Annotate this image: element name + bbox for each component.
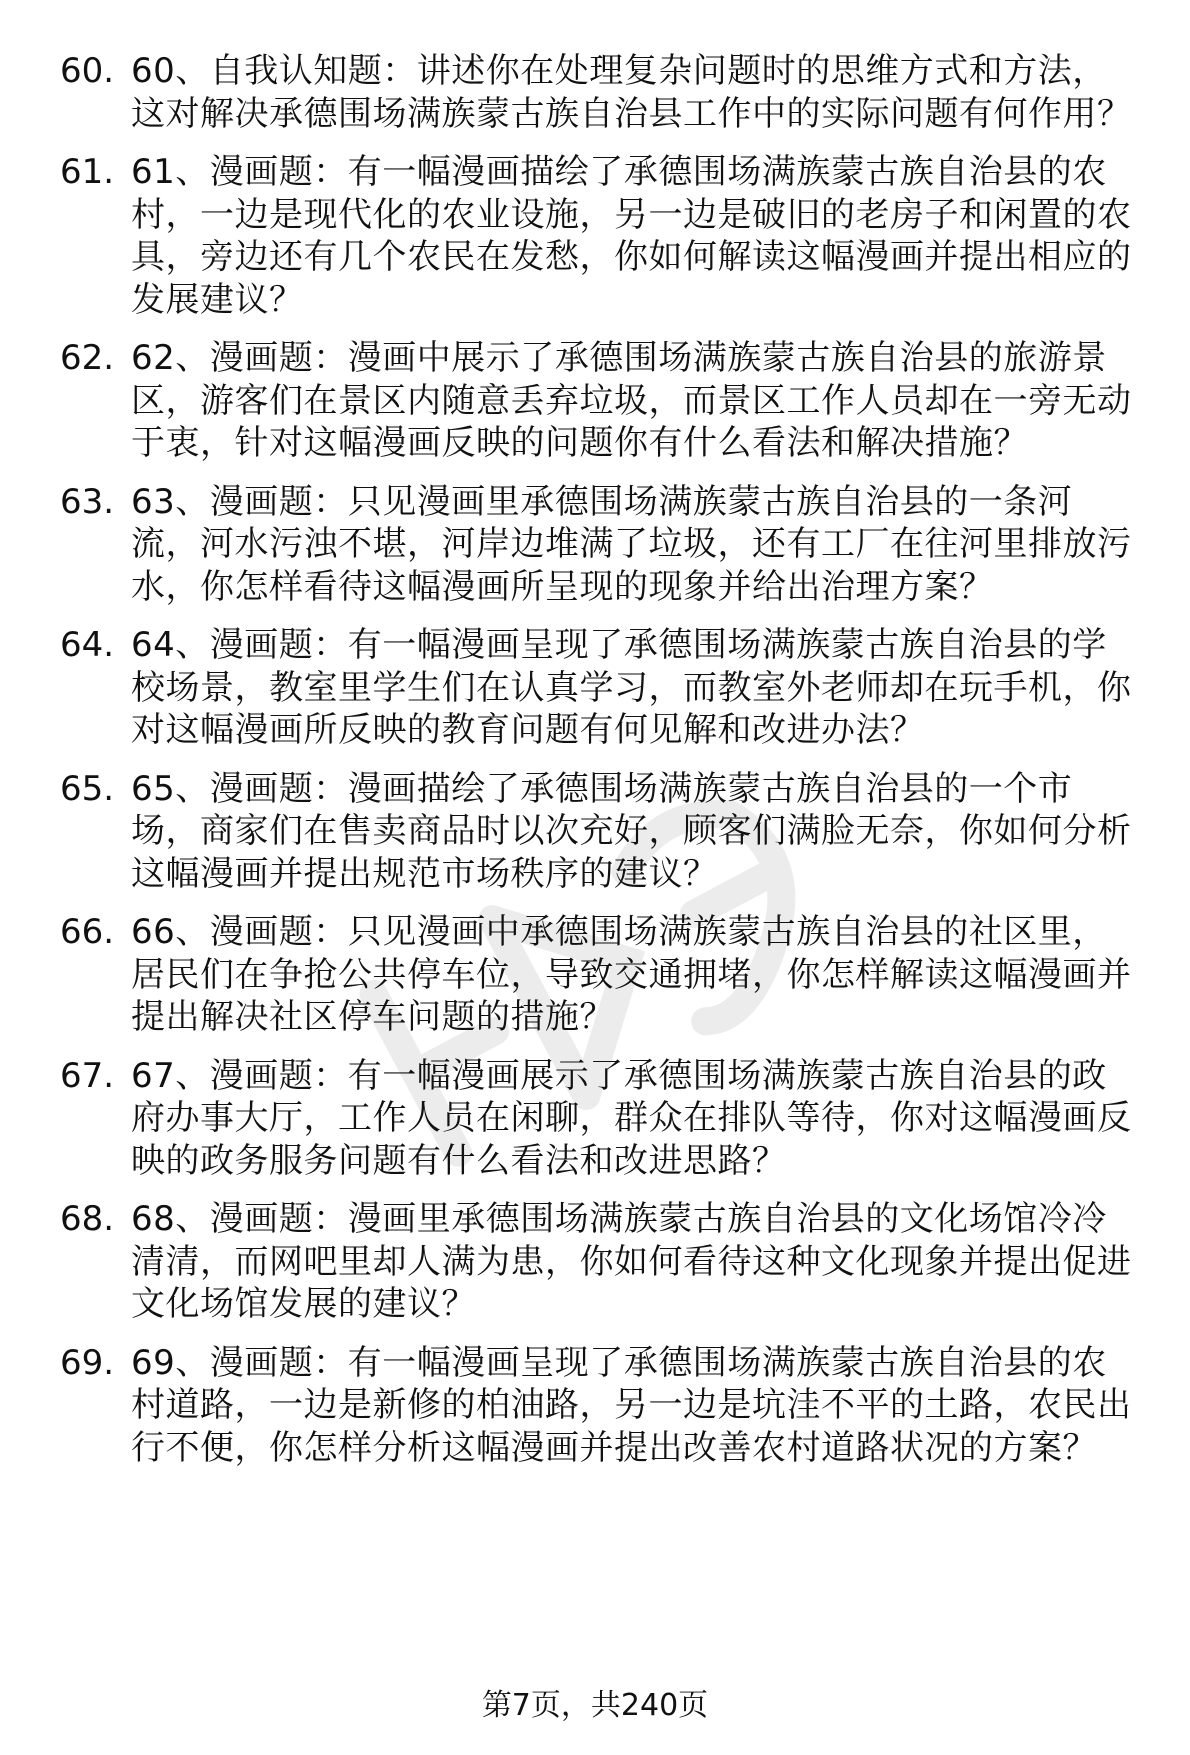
question-text: 60、自我认知题：讲述你在处理复杂问题时的思维方式和方法，这对解决承德围场满族蒙古族自治县工作中的实际问题有何作用？ <box>131 51 1132 134</box>
question-list <box>0 50 1190 1485</box>
question-item-61 <box>0 151 1190 321</box>
question-text: 69、漫画题：有一幅漫画呈现了承德围场满族蒙古族自治县的农村道路，一边是新修的柏油路，另一边是坑洼不平的土路，农民出行不便，你怎样分析这幅漫画并提出改善农村道路状况的方案？ <box>131 1342 1132 1468</box>
question-item-67 <box>0 1055 1190 1183</box>
question-item-63 <box>0 481 1190 609</box>
question-item-62 <box>0 337 1190 465</box>
question-number: 60. <box>60 51 115 91</box>
question-text: 61、漫画题：有一幅漫画描绘了承德围场满族蒙古族自治县的农村，一边是现代化的农业设施，另一边是破旧的老房子和闲置的农具，旁边还有几个农民在发愁，你如何解读这幅漫画并提出相应的发展建议？ <box>131 152 1132 320</box>
question-text: 66、漫画题：只见漫画中承德围场满族蒙古族自治县的社区里，居民们在争抢公共停车位，导致交通拥堵，你怎样解读这幅漫画并提出解决社区停车问题的措施？ <box>131 912 1132 1037</box>
question-text: 67、漫画题：有一幅漫画展示了承德围场满族蒙古族自治县的政府办事大厅，工作人员在闲聊，群众在排队等待，你对这幅漫画反映的政务服务问题有什么看法和改进思路？ <box>131 1055 1132 1181</box>
question-item-65 <box>0 768 1190 896</box>
question-number: 69. <box>60 1342 115 1383</box>
question-number: 64. <box>60 625 115 665</box>
page-indicator: 第7页，共240页 <box>481 1688 709 1723</box>
question-item-64 <box>0 624 1190 752</box>
question-text: 63、漫画题：只见漫画里承德围场满族蒙古族自治县的一条河流，河水污浊不堪，河岸边堆满了垃圾，还有工厂在往河里排放污水，你怎样看待这幅漫画所呈现的现象并给出治理方案？ <box>131 481 1132 607</box>
question-text: 62、漫画题：漫画中展示了承德围场满族蒙古族自治县的旅游景区，游客们在景区内随意丢弃垃圾，而景区工作人员却在一旁无动于衷，针对这幅漫画反映的问题你有什么看法和解决措施？ <box>131 338 1132 463</box>
question-text: 65、漫画题：漫画描绘了承德围场满族蒙古族自治县的一个市场，商家们在售卖商品时以次充好，顾客们满脸无奈，你如何分析这幅漫画并提出规范市场秩序的建议？ <box>131 768 1132 894</box>
question-number: 61. <box>60 152 115 192</box>
question-number: 68. <box>60 1199 115 1239</box>
question-item-66 <box>0 911 1190 1039</box>
question-number: 62. <box>60 338 115 378</box>
question-item-68 <box>0 1198 1190 1326</box>
question-text: 68、漫画题：漫画里承德围场满族蒙古族自治县的文化场馆冷冷清清，而网吧里却人满为患，你如何看待这种文化现象并提出促进文化场馆发展的建议？ <box>131 1199 1132 1324</box>
question-text: 64、漫画题：有一幅漫画呈现了承德围场满族蒙古族自治县的学校场景，教室里学生们在认真学习，而教室外老师却在玩手机，你对这幅漫画所反映的教育问题有何见解和改进办法？ <box>131 625 1132 750</box>
question-item-60 <box>0 50 1190 135</box>
question-number: 65. <box>60 768 115 809</box>
question-item-69 <box>0 1342 1190 1470</box>
question-number: 67. <box>60 1055 115 1096</box>
question-number: 66. <box>60 912 115 952</box>
question-number: 63. <box>60 481 115 522</box>
